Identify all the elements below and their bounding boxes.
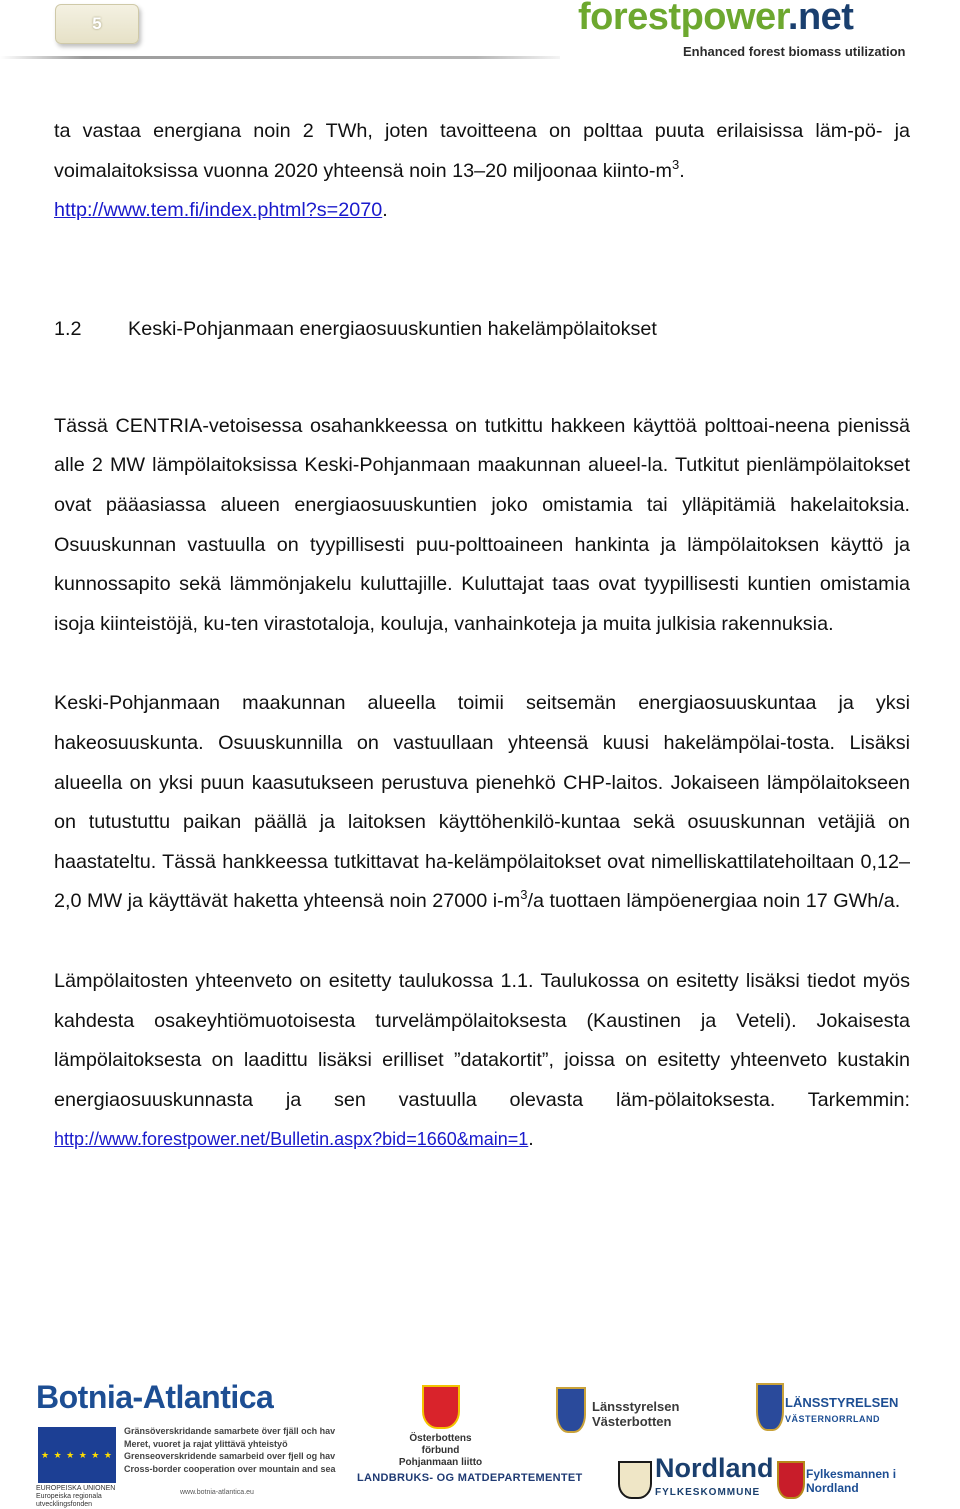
header-divider [0,56,560,59]
vasterbotten-crest-icon [556,1387,586,1433]
logo-wordmark-green: forestpower [578,0,788,38]
intro-text: ta vastaa energiana noin 2 TWh, joten tavoitteena on polttaa puuta erilaisissa läm-pö- ja voimalaitoksissa vuonna 2020 yhteensä noin 13–20 miljoonaa kiinto-m [54,120,910,182]
osterbotten-label: Österbottens förbund Pohjanmaan liitto [398,1433,483,1468]
eu-flag-icon: ★ ★ ★ ★ ★ ★ [38,1427,116,1483]
fylkesmannen-line-1: Fylkesmannen i [806,1467,897,1481]
landbruk-label: LANDBRUKS- OG MATDEPARTEMENTET [357,1472,583,1484]
link-tail: . [382,199,388,222]
nordland-crest-icon [618,1461,652,1499]
logo-wordmark [578,0,853,39]
paragraph-2 [54,684,910,922]
spacer [54,350,910,407]
vasternorrland-label [785,1395,898,1427]
eu-caption: EUROPEISKA UNIONEN Europeiska regionala utvecklingsfonden [36,1485,116,1508]
intro-paragraph [54,112,910,231]
vasterbotten-line-1: Länsstyrelsen [592,1399,680,1414]
link-tail: . [528,1128,534,1151]
spacer [54,231,910,310]
spacer [54,644,910,684]
vasternorrland-crest-icon [756,1383,784,1431]
intro-text-end: . [679,159,685,182]
nordland-sublabel: FYLKESKOMMUNE [655,1487,761,1498]
section-title: Keski-Pohjanmaan energiaosuuskuntien hakelämpölaitokset [128,317,657,340]
logo-tagline: Enhanced forest biomass utilization [683,44,906,59]
vasternorrland-line-2: VÄSTERNORRLAND [785,1414,881,1424]
document-body [54,112,910,1160]
osterbotten-crest-icon [422,1385,460,1429]
section-number: 1.2 [54,317,82,340]
paragraph-1: Tässä CENTRIA-vetoisessa osahankkeessa on tutkittu hakkeen käyttöä polttoai-neena pienissä alle 2 MW lämpölaitoksissa Keski-Pohjanmaan maakunnan alueel-la. Tutkitut pienlämpölaitokset ovat pääasiassa alueen energiaosuuskuntien joko omistamia tai ylläpitämiä hakelaitoksia. Osuuskunnan vastuulla on tyypillisesti puu-polttoaineen hankinta ja lämpölaitoksen käyttö ja kunnossapito sekä lämmönjakelu kuluttajille. Kuluttajat taas ovat tyypillisesti kuntien omistamia isoja kiinteistöjä, ku-ten virastotaloja, kouluja, vanhainkoteja ja muita julkisia rakennuksia. [54,414,910,635]
section-heading [54,310,910,350]
paragraph-3 [54,962,910,1160]
fylkesmannen-crest-icon [777,1461,805,1499]
botnia-url: www.botnia-atlantica.eu [180,1489,254,1496]
botnia-atlantica-logo: Botnia-Atlantica [36,1379,274,1415]
logo-wordmark-dark: .net [787,0,854,38]
paragraph-2-text: Keski-Pohjanmaan maakunnan alueella toimii seitsemän energiaosuuskuntaa ja yksi hakeosuuskunta. Osuuskunnilla on vastuullaan yhteensä kuusi hakelämpölai-tosta. Lisäksi alueella on yksi puun kaasutukseen perustuva pienehkö CHP-laitos. Jokaiseen lämpölaitokseen on tutustuttu paikan päällä ja laitoksen käyttöhenkilö-kuntaa sekä osuuskunnan vetäjiä on haastateltu. Tässä hankkeessa tutkittavat ha-kelämpölaitokset ovat nimelliskattilatehoiltaan 0,12–2,0 MW ja käyttävät haketta yhteensä noin 27000 i-m [54,692,910,913]
paragraph-2-text-end: /a tuottaen lämpöenergiaa noin 17 GWh/a. [527,890,901,913]
vasternorrland-line-1: LÄNSSTYRELSEN [785,1395,899,1410]
spacer [54,922,910,962]
paragraph-3-text: Lämpölaitosten yhteenveto on esitetty taulukossa 1.1. Taulukossa on esitetty lisäksi tiedot myös kahdesta osakeyhtiömuotoisesta turvelämpölaitoksesta (Kaustinen ja Veteli). Jokaisesta lämpölaitoksesta on laadittu lisäksi erilliset ”datakortit”, joissa on esitetty yhteenveto kustakin energiaosuuskunnasta ja sen vastuulla olevasta läm-pölaitoksesta. Tarkemmin: [54,969,910,1111]
forestpower-logo [578,0,906,62]
vasterbotten-label [592,1399,679,1429]
superscript: 3 [520,887,528,903]
tem-link[interactable]: http://www.tem.fi/index.phtml?s=2070 [54,199,383,222]
fylkesmannen-line-2: Nordland [806,1481,859,1495]
vasterbotten-line-2: Västerbotten [592,1414,672,1429]
page-number: 5 [55,4,139,44]
superscript: 3 [672,156,680,172]
botnia-tagline: Gränsöverskridande samarbete över fjäll och hav Meret, vuoret ja rajat ylittävä yhteistyö Grenseoverskridende samarbeid over fjell og hav Cross-border cooperation over mountain and sea [124,1426,336,1474]
footer-logos [0,1375,960,1506]
forestpower-bulletin-link[interactable]: http://www.forestpower.net/Bulletin.aspx?bid=1660&main=1 [54,1129,529,1150]
nordland-label: Nordland [655,1453,774,1483]
fylkesmannen-label [806,1467,896,1495]
